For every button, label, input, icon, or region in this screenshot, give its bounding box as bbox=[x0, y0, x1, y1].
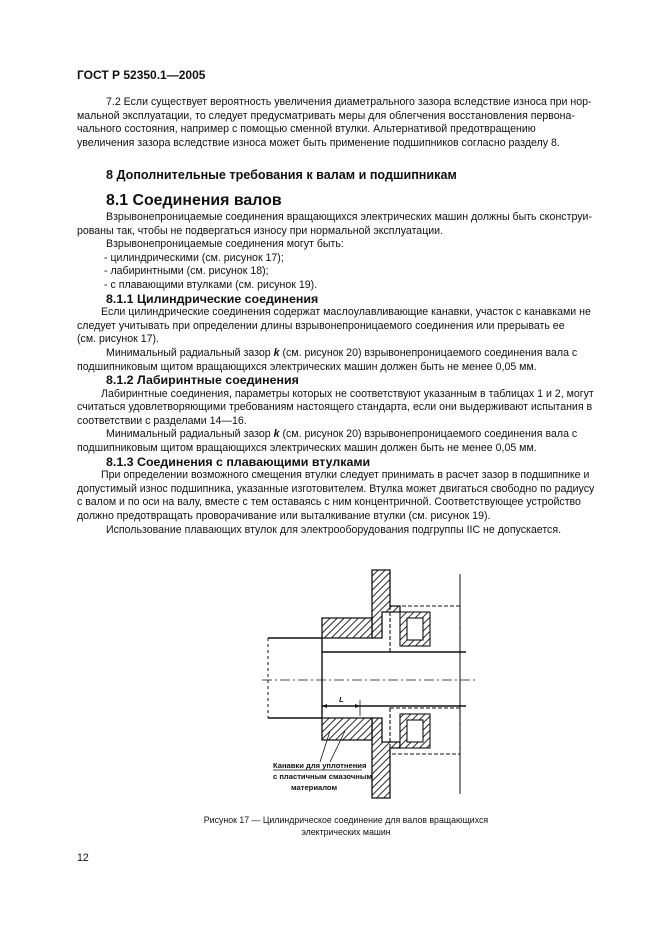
caption-line: Рисунок 17 — Цилиндрическое соединение для валов вращающихся bbox=[203, 815, 489, 825]
text-line: подшипниковым щитом вращающихся электрических машин должен быть не менее 0,05 мм. bbox=[77, 360, 537, 373]
caption-line: электрических машин bbox=[301, 827, 391, 837]
page-number: 12 bbox=[77, 852, 89, 864]
text-line: 7.2 Если существует вероятность увеличения диаметрального зазора вследствие износа при нор- bbox=[106, 96, 592, 108]
text-line: с валом и по оси на валу, вместе с тем оставаясь с ним концентричной. Соответствующее устройство bbox=[77, 496, 581, 509]
text-line: соответствии с разделами 14—16. bbox=[77, 414, 247, 427]
text-line: рованы так, чтобы не подвергаться износу при нормальной эксплуатации. bbox=[77, 224, 444, 237]
section-8-1-2-heading: 8.1.2 Лабиринтные соединения bbox=[106, 373, 299, 388]
figure-caption bbox=[77, 814, 615, 838]
text-line: Лабиринтные соединения, параметры которых не соответствуют указанным в таблицах 1 и 2, могут bbox=[101, 387, 594, 400]
doc-header-code: ГОСТ Р 52350.1—2005 bbox=[77, 68, 206, 82]
text-line bbox=[77, 347, 615, 361]
variable-k: k bbox=[273, 428, 280, 441]
list-item: - с плавающими втулками (см. рисунок 19). bbox=[104, 278, 318, 291]
document-body bbox=[77, 96, 615, 537]
bearing-sleeve-section bbox=[322, 618, 372, 740]
text-line: (см. рисунок 17). bbox=[77, 333, 159, 346]
text-line: При определении возможного смещения втулки следует принимать в расчет зазор в подшипнике и bbox=[101, 469, 590, 482]
list-item: - цилиндрическими (см. рисунок 17); bbox=[104, 251, 284, 264]
text-fragment: (см. рисунок 20) взрывонепроницаемого соединения вала с bbox=[279, 346, 578, 359]
text-line: увеличения зазора вследствие износа может быть применение подшипников согласно разделу 8. bbox=[77, 136, 560, 149]
text-line: должно предотвращать проворачивание или выталкивание втулки (см. рисунок 19). bbox=[77, 510, 491, 523]
text-line: Взрывонепроницаемые соединения вращающихся электрических машин должны быть сконструи- bbox=[106, 210, 592, 223]
text-line: Использование плавающих втулок для электрооборудования подгруппы IIС не допускается. bbox=[106, 523, 562, 536]
section-8-1-3-heading: 8.1.3 Соединения с плавающими втулками bbox=[106, 454, 371, 469]
text-fragment: (см. рисунок 20) взрывонепроницаемого соединения вала с bbox=[279, 428, 578, 441]
text-line: чального состояния, например с помощью сменной втулки. Альтернативой предотвращению bbox=[77, 123, 536, 136]
figure-17-cylindrical-joint-drawing bbox=[262, 562, 482, 802]
text-line: подшипниковым щитом вращающихся электрических машин должен быть не менее 0,05 мм. bbox=[77, 442, 537, 455]
text-line: Взрывонепроницаемые соединения могут быть: bbox=[106, 238, 344, 251]
list-item: - лабиринтными (см. рисунок 18); bbox=[104, 265, 269, 278]
callout-line-2: с пластичным смазочным bbox=[273, 772, 372, 781]
shaft bbox=[262, 638, 478, 718]
text-fragment: Минимальный радиальный зазор bbox=[106, 428, 274, 441]
section-8-1-heading: 8.1 Соединения валов bbox=[106, 192, 282, 210]
text-line: следует учитывать при определении длины взрывонепроницаемого соединения или прерывать ее bbox=[77, 319, 565, 332]
text-line bbox=[77, 428, 615, 442]
dimension-label-l: L bbox=[339, 695, 344, 704]
text-line: Если цилиндрические соединения содержат маслоулавливающие канавки, участок с канавками не bbox=[101, 306, 591, 319]
callout-line-3: материалом bbox=[291, 783, 338, 792]
housing-flange bbox=[372, 570, 400, 798]
paragraph-7-2 bbox=[77, 96, 615, 150]
section-8-1-1-heading: 8.1.1 Цилиндрические соединения bbox=[106, 291, 319, 306]
text-line: мальной эксплуатации, то следует предусматривать меры для облегчения восстановления первона- bbox=[77, 109, 575, 122]
text-line: считаться удовлетворяющими требованиям настоящего стандарта, если они выдерживают испытания в bbox=[77, 401, 593, 414]
variable-k: k bbox=[273, 346, 280, 359]
text-line: допустимый износ подшипника, указанные изготовителем. Втулка может двигаться свободно по радиусу bbox=[77, 482, 595, 495]
text-fragment: Минимальный радиальный зазор bbox=[106, 346, 274, 359]
callout-line-1: Канавки для уплотнения bbox=[273, 761, 367, 770]
section-8-heading: 8 Дополнительные требования к валам и подшипникам bbox=[106, 168, 457, 183]
